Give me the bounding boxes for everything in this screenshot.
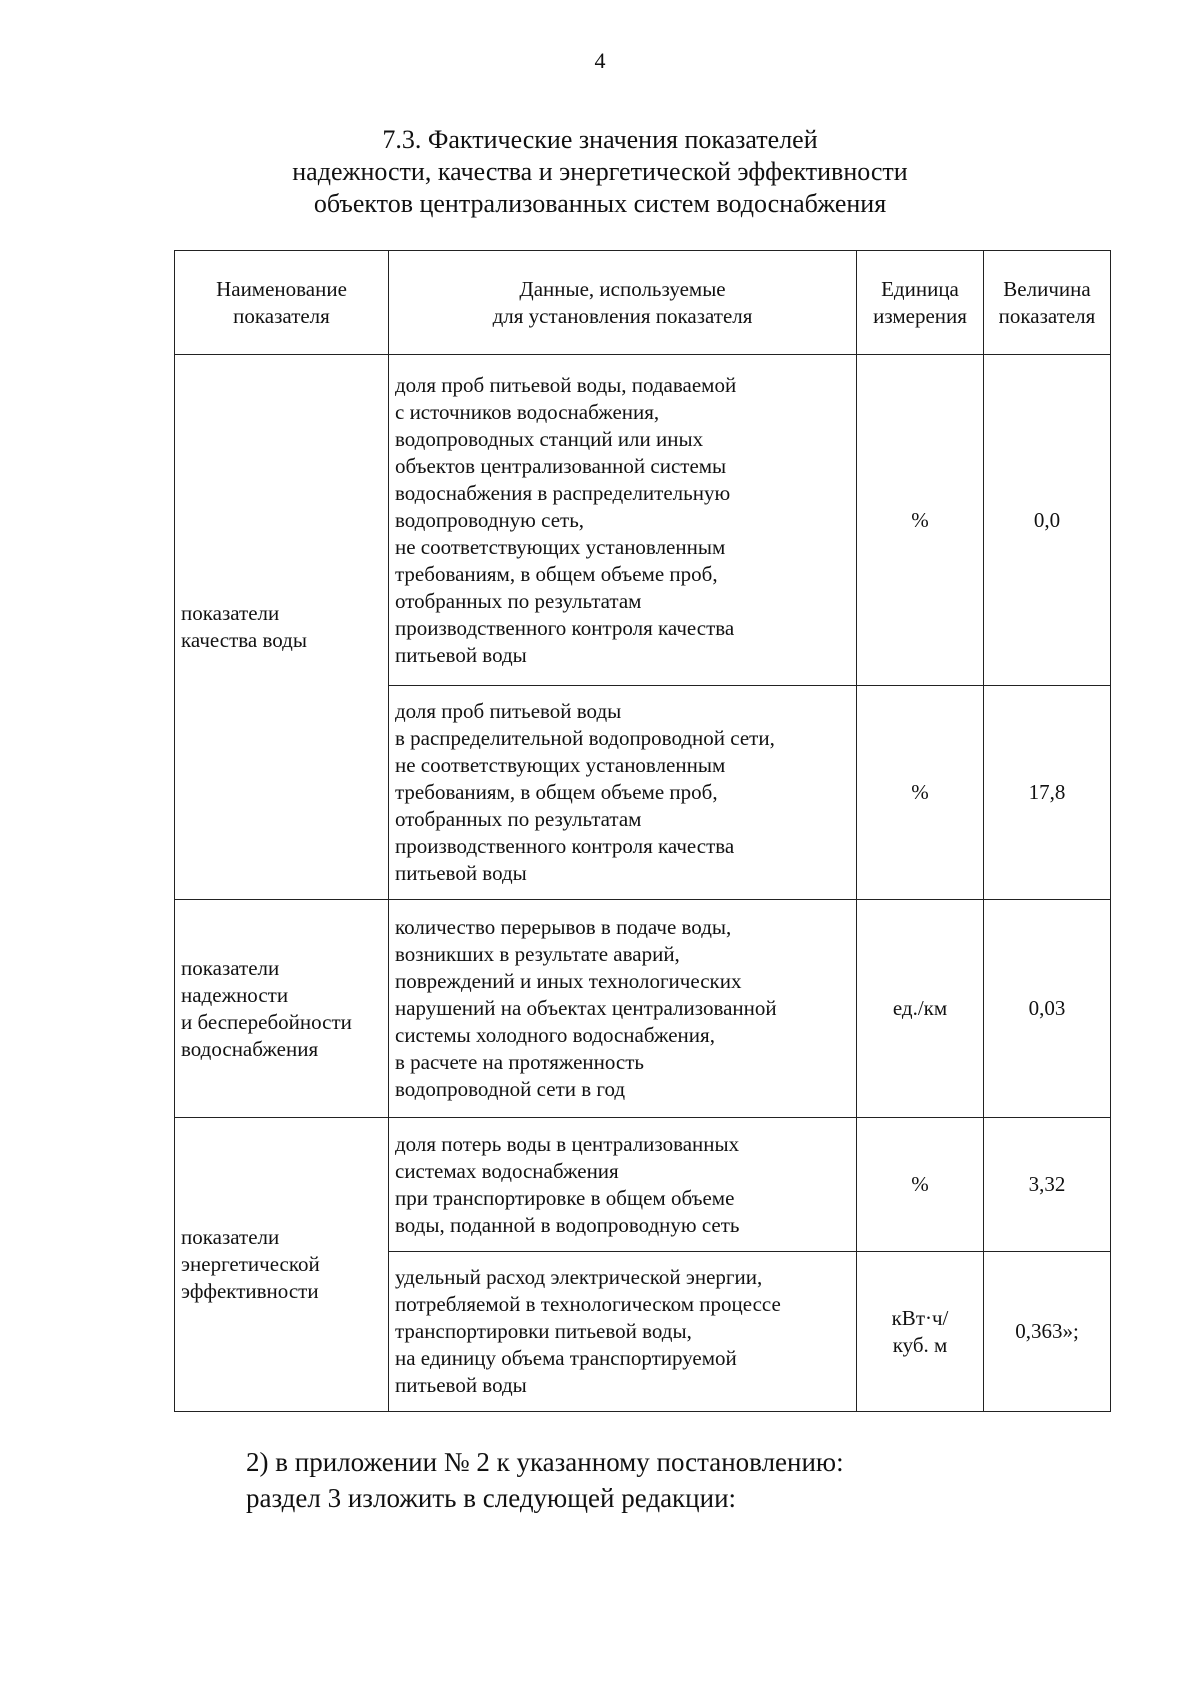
page-number: 4 — [594, 48, 606, 73]
indicator-value: 0,03 — [984, 900, 1111, 1118]
indicator-unit: % — [857, 355, 984, 686]
indicator-value: 0,363»; — [984, 1252, 1111, 1412]
indicator-description: доля потерь воды в централизованных системах водоснабжения при транспортировке в общем объеме воды, поданной в водопроводную сеть — [389, 1118, 857, 1252]
indicator-value: 0,0 — [984, 355, 1111, 686]
indicator-unit: % — [857, 686, 984, 900]
indicator-value: 3,32 — [984, 1118, 1111, 1252]
header-data-used: Данные, используемые для установления показателя — [389, 251, 857, 355]
indicator-value: 17,8 — [984, 686, 1111, 900]
header-unit: Единица измерения — [857, 251, 984, 355]
section-title-line-1: 7.3. Фактические значения показателей — [382, 125, 818, 154]
amendment-line-1: 2) в приложении № 2 к указанному постановлению: — [246, 1447, 844, 1477]
amendment-line-2: раздел 3 изложить в следующей редакции: — [246, 1483, 737, 1513]
table-header-row — [175, 251, 1111, 355]
indicator-unit: % — [857, 1118, 984, 1252]
indicator-description: количество перерывов в подаче воды, возникших в результате аварий, повреждений и иных технологических нарушений на объектах централизованной системы холодного водоснабжения, в расчете на протяженность водопроводной сети в год — [389, 900, 857, 1118]
indicator-unit: кВт·ч/ куб. м — [857, 1252, 984, 1412]
indicator-group-water-quality: показатели качества воды — [175, 355, 389, 900]
indicator-description: удельный расход электрической энергии, потребляемой в технологическом процессе транспортировки питьевой воды, на единицу объема транспортируемой питьевой воды — [389, 1252, 857, 1412]
section-title-line-3: объектов централизованных систем водоснабжения — [313, 189, 887, 218]
table-row — [175, 1118, 1111, 1252]
indicator-group-reliability: показатели надежности и бесперебойности водоснабжения — [175, 900, 389, 1118]
indicator-group-energy-efficiency: показатели энергетической эффективности — [175, 1118, 389, 1412]
indicator-unit: ед./км — [857, 900, 984, 1118]
table-row — [175, 355, 1111, 686]
section-title — [0, 124, 1200, 220]
indicator-description: доля проб питьевой воды в распределительной водопроводной сети, не соответствующих установленным требованиям, в общем объеме проб, отобранных по результатам производственного контроля качества питьевой воды — [389, 686, 857, 900]
indicators-table — [174, 250, 1111, 1412]
table-row — [175, 900, 1111, 1118]
header-indicator-name: Наименование показателя — [175, 251, 389, 355]
header-value: Величина показателя — [984, 251, 1111, 355]
section-title-line-2: надежности, качества и энергетической эффективности — [292, 157, 908, 186]
amendment-text — [246, 1444, 844, 1516]
indicator-description: доля проб питьевой воды, подаваемой с источников водоснабжения, водопроводных станций или иных объектов централизованной системы водоснабжения в распределительную водопроводную сеть, не соответствующих установленным требованиям, в общем объеме проб, отобранных по результатам производственного контроля качества питьевой воды — [389, 355, 857, 686]
